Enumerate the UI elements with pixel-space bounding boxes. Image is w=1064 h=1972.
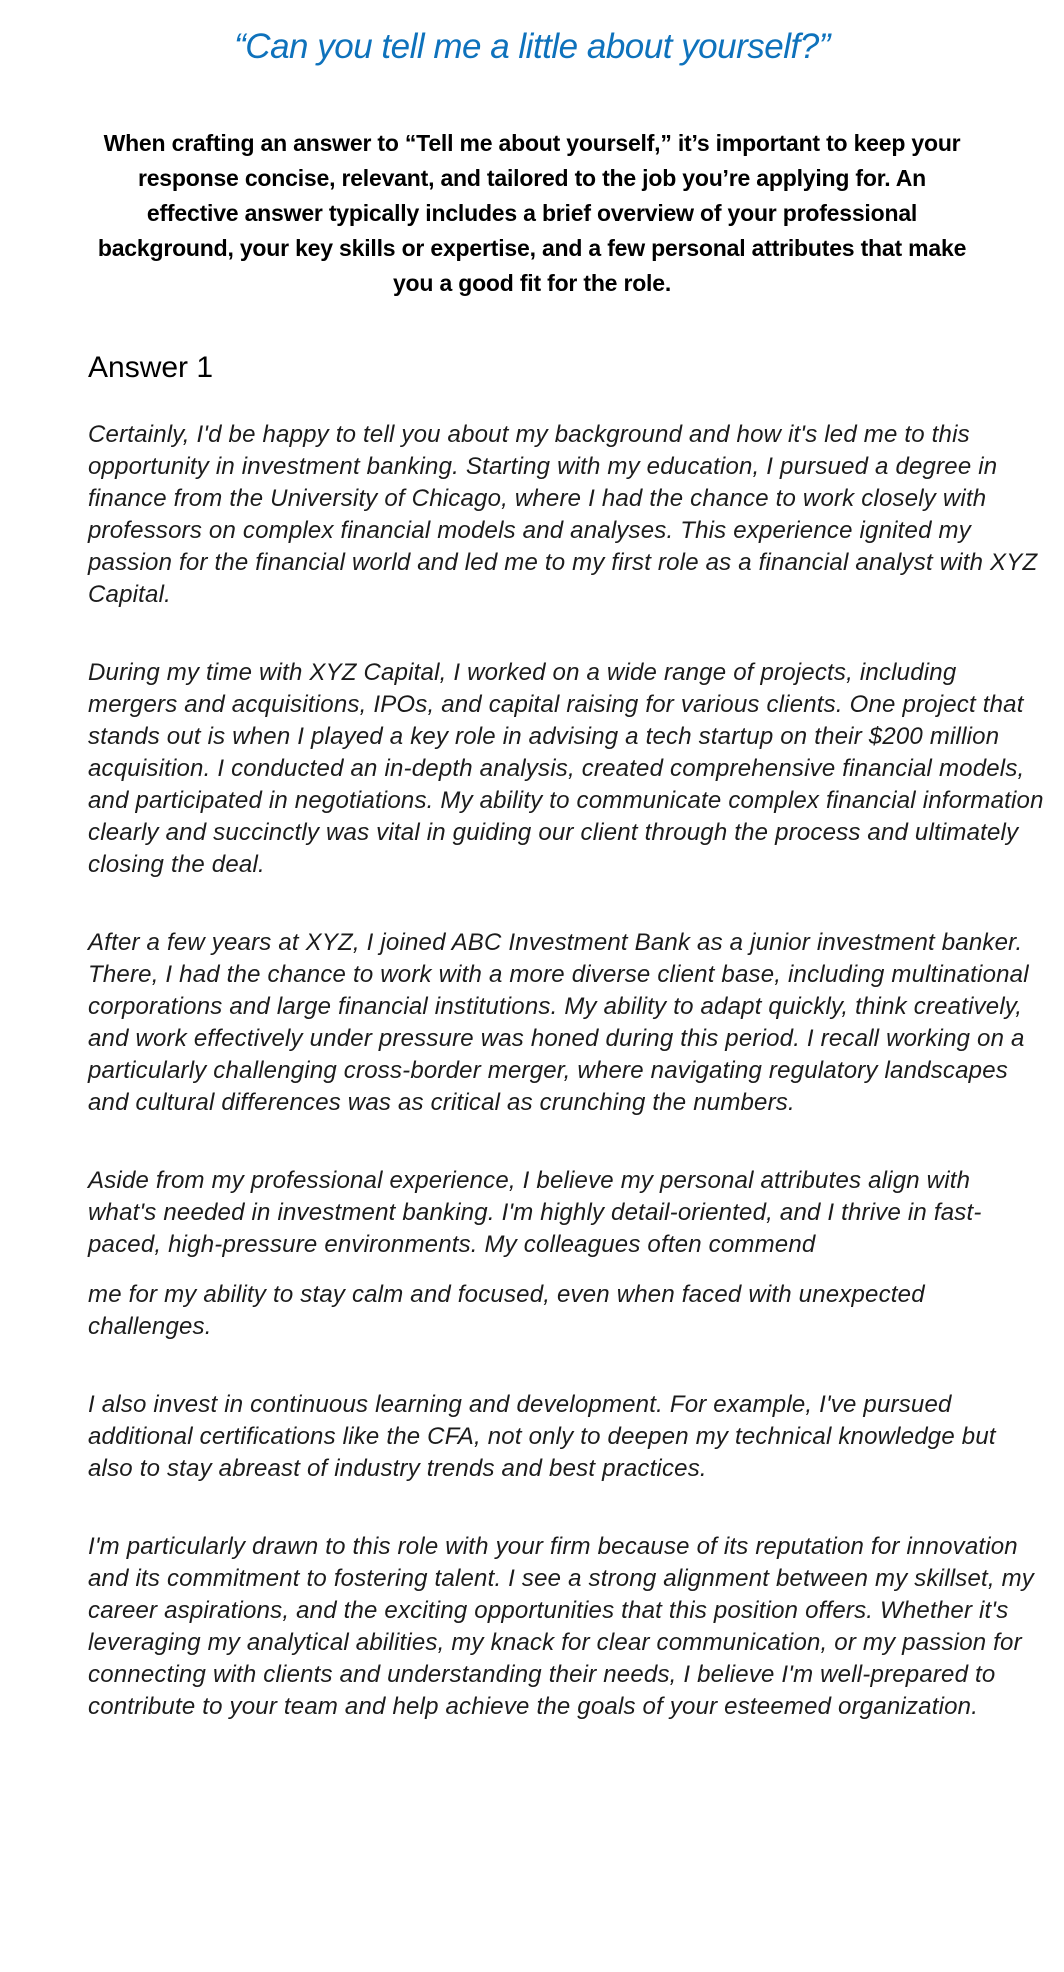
answer-paragraph-3: After a few years at XYZ, I joined ABC Investment Bank as a junior investment banker. There, I had the chance to work with a more diverse client base, including multinational corporations and large financial institutions. My ability to adapt quickly, think creatively, and work effectively under pressure was honed during this period. I recall working on a particularly challenging cross-border merger, where navigating regulatory landscapes and cultural differences was as critical as crunching the numbers.	[88, 929, 1029, 1116]
document-title: “Can you tell me a little about yourself?”	[234, 27, 830, 66]
answer-paragraph-2: During my time with XYZ Capital, I worked on a wide range of projects, including mergers and acquisitions, IPOs, and capital raising for various clients. One project that stands out is when I played a key role in advising a tech startup on their $200 million acquisition. I conducted an in-depth analysis, created comprehensive financial models, and participated in negotiations. My ability to communicate complex financial information clearly and succinctly was vital in guiding our client through the process and ultimately closing the deal.	[88, 659, 1044, 878]
answer-paragraph-4: Aside from my professional experience, I believe my personal attributes align with what's needed in investment banking. I'm highly detail-oriented, and I thrive in fast-paced, high-pressure environments. My colleagues often commend	[88, 1167, 982, 1258]
answer-1-heading: Answer 1	[88, 351, 214, 384]
intro-paragraph: When crafting an answer to “Tell me about yourself,” it’s important to keep your response concise, relevant, and tailored to the job you’re applying for. An effective answer typically includes a brief overview of your professional background, your key skills or expertise, and a few personal attributes that make you a good fit for the role.	[97, 130, 967, 296]
answer-paragraph-5: I also invest in continuous learning and development. For example, I've pursued additional certifications like the CFA, not only to deepen my technical knowledge but also to stay abreast of industry trends and best practices.	[88, 1391, 996, 1482]
answer-paragraph-6: I'm particularly drawn to this role with your firm because of its reputation for innovation and its commitment to fostering talent. I see a strong alignment between my skillset, my career aspirations, and the exciting opportunities that this position offers. Whether it's leveraging my analytical abilities, my knack for clear communication, or my passion for connecting with clients and understanding their needs, I believe I'm well-prepared to contribute to your team and help achieve the goals of your esteemed organization.	[88, 1533, 1035, 1720]
answer-paragraph-4-continuation: me for my ability to stay calm and focused, even when faced with unexpected challenges.	[88, 1281, 925, 1340]
answer-paragraph-1: Certainly, I'd be happy to tell you about my background and how it's led me to this opportunity in investment banking. Starting with my education, I pursued a degree in finance from the University of Chicago, where I had the chance to work closely with professors on complex financial models and analyses. This experience ignited my passion for the financial world and led me to my first role as a financial analyst with XYZ Capital.	[88, 421, 1038, 608]
answer-body	[88, 419, 1044, 1723]
